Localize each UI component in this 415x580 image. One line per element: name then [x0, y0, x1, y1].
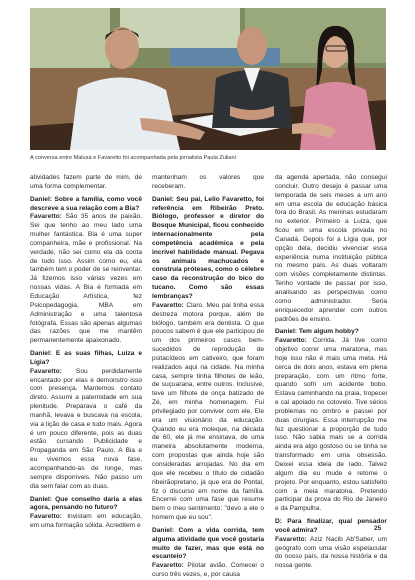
- paragraph: da agenda apertada, não consegui concluir. Outro desejo é passar uma temporada de seis meses a um ano em uma escola de educação básica fora do Brasil. As meninas estudaram no exterior. Primeiro a Luiza, que ficou em uma escola privada no Canadá. Depois foi a Lígia que, por opção dela, decidiu vivenciar essa experiência numa instituição pública no mesmo país. As duas voltaram com visões completamente distintas. Tenho vontade de passar por isso, analisando as perspectivas como como administrador. Seria enriquecedor aprender com outros padrões de ensino.: [275, 174, 387, 323]
- speaker-name: Favaretto:: [152, 301, 184, 309]
- question: Daniel: Com a vida corrida, tem alguma atividade que você gostaria muito de fazer, mas que está no escanteio?: [152, 526, 264, 561]
- answer: [30, 513, 142, 531]
- answer: [275, 536, 387, 571]
- answer-text: Invistam em educação, em uma formação sólida. Acreditem e: [30, 513, 142, 530]
- speaker-name: Favaretto:: [30, 213, 62, 221]
- speaker-name: Favaretto:: [275, 535, 307, 543]
- speaker-name: Favaretto:: [30, 513, 62, 521]
- question: Daniel: Tem algum hobby?: [275, 328, 359, 336]
- question: D: Para finalizar, qual pensador você admira?: [275, 518, 387, 534]
- answer-text: São 35 anos de paixão. Sei que tenho ao meu lado uma mulher fantástica. Bia é uma super companheira, mãe e profissional. Na verdade, não sei como ela dá conta de tudo isso. Assim como eu, ela também tem o poder de se reinventar. Já fizemos isso várias vezes em nossas vidas. A Bia é formada em Educação Artística, fez Psicopedagogia, MBA em Administração e uma talentosa fotógrafa. Essas são apenas algumas das razões que me mantêm permanentemente apaixonado.: [30, 213, 142, 345]
- paragraph: atividades fazem parte de mim, de uma forma complementar.: [30, 174, 142, 190]
- answer-text: Aziz Nacib Ab'Saber, um geógrafo com uma visão espetacular do nosso país, da nossa história e da nossa gente.: [275, 535, 388, 570]
- answer: [30, 213, 142, 346]
- answer-text: Pilotar avião. Comecei o curso três vezes, e, por causa: [152, 562, 264, 579]
- question: Daniel: E as suas filhas, Luiza e Lígia?: [30, 350, 142, 366]
- paragraph: mantenham os valores que receberam.: [152, 174, 264, 190]
- text-column-3: [275, 174, 387, 571]
- text-column-1: [30, 174, 142, 531]
- question: Daniel: Que conselho daria a elas agora, pensando no futuro?: [30, 495, 142, 512]
- interview-photo: [30, 8, 386, 150]
- speaker-name: Favaretto:: [275, 337, 307, 345]
- speaker-name: Favaretto:: [152, 562, 184, 570]
- answer: [30, 368, 142, 492]
- answer-text: Claro. Meu pai tinha essa destreza motora porque, além de biólogo, também era dentista. O que poucos sabem é que ele participou de um dos primeiros casos bem-sucedidos de reprodução de psitacídeos em cativeiro, que foram realizados aqui na cidade. Na minha casa, sempre tinha filhotes de leão, de suçuarana, entre outros. Inclusive, teve um filhote de onça batizado de Zé, em minha homenagem. Fui privilegiado por conviver com ele. Ele era um visionário da educação. Quando eu era moleque, na década de 60, ele já me ensinava, de uma maneira absolutamente moderna, com propostas que ainda hoje são consideradas arrojadas. No dia em que ele recebeu o título de cidadão ribeirãopretano, já que era de Pontal, fiz o discurso em nome da família. Encerrei com uma fase que resume bem o meu sentimento: "devo a ele o homem que eu sou".: [152, 301, 264, 522]
- question: Daniel: Seu pai, Lelio Favaretto, foi referência em Ribeirão Preto. Biólogo, professor e diretor do Bosque Municipal, ficou conhecido internacionalmente pela competência acadêmica e pela incrível habilidade manual. Pegava os animais machucados e construía próteses, como o célebre caso da reconstrução do bico do tucano. Como são essas lembranças?: [152, 195, 264, 300]
- answer: [152, 562, 264, 580]
- answer-text: Sou perdidamente encantado por elas e demonstro isso com presença. Mantemos contato direto. Assumi a paternidade em sua plenitude. Preparava o café da manhã, levava e buscava na escola, via a lição de casa e tudo mais. Agora é um pouco diferente, pois as duas estão cursando Publicidade e Propaganda em São Paulo. A Bia e eu vivemos essa nova fase, acompanhando-as de longe, mas sempre disponíveis. Não passo um dia sem falar com as duas.: [30, 367, 142, 490]
- text-column-2: [152, 174, 264, 580]
- question: Daniel: Sobre a família, como você descreve a sua relação com a Bia?: [30, 195, 142, 212]
- answer: [275, 337, 387, 514]
- answer: [152, 302, 264, 523]
- answer-text: Corrida. Já tive como objetivo correr uma maratona, mas hoje isso não é mais uma meta. Há cerca de dois anos, estava em plena preparação, com um ritmo forte, quando sofri um acidente bobo. Estava caminhando na praia, tropecei e caí apoiado no cotovelo. Tive sérios problemas no ombro e passei por duas cirurgias. Essa interrupção me fez questionar a proporção de tudo isso. Não sabia mais se a corrida ainda era algo gostoso ou se tinha se transformado em uma obsessão. Deixei essa ideia de lado. Talvez algum dia eu mude e retome o projeto. Por enquanto, estou satisfeito com a meia maratona. Pretendo participar da prova do Rio de Janeiro e da Pampulha.: [275, 337, 387, 513]
- speaker-name: Favaretto:: [30, 367, 62, 375]
- page-number: 25: [374, 525, 382, 532]
- photo-caption: A conversa entre Malusá e Favaretto foi acompanhada pela jornalista Paula Zuliani: [30, 155, 236, 161]
